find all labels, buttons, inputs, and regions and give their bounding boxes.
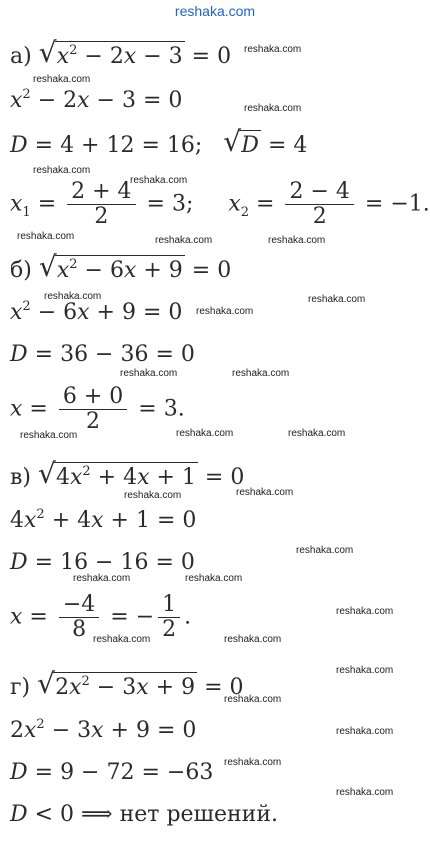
site-header[interactable]: reshaka.com	[174, 3, 256, 19]
watermark-text: reshaka.com	[44, 291, 102, 302]
watermark-text: reshaka.com	[33, 165, 91, 176]
part-v-equation: в) √ $4x^2 + 4x + 1 = 0$	[10, 465, 244, 494]
watermark-text: reshaka.com	[296, 545, 354, 556]
part-v-discriminant: D = 16 − 16 = 0	[10, 550, 195, 575]
sqrt-sign: √ $x^2 - 6x + 9$	[38, 250, 183, 283]
watermark-text: reshaka.com	[176, 428, 234, 439]
watermark-text: reshaka.com	[336, 787, 394, 798]
watermark-text: reshaka.com	[224, 694, 282, 705]
part-a-roots: $x_1$ = $\frac{2 + 4}{2}$ = 3; $x_2$ = $\frac{2 - 4}{2}$ = −1.	[10, 179, 430, 229]
sqrt-sign: √ $4x^2 + 4x + 1$	[37, 457, 196, 490]
sqrt-sign: √ $x^2 - 2x - 3$	[38, 36, 183, 69]
part-a-discriminant: D = 4 + 12 = 16; √ D = 4	[10, 125, 308, 158]
part-v-root: x = $\frac{-4}{8}$ = − $\frac{1}{2}$ .	[10, 592, 192, 642]
fraction: $\frac{2 - 4}{2}$	[285, 180, 353, 229]
watermark-text: reshaka.com	[224, 634, 282, 645]
part-a-equation: а) √ $x^2 - 2x - 3 = 0$	[10, 44, 231, 73]
part-a-label: а)	[10, 44, 32, 69]
watermark-text: reshaka.com	[308, 294, 366, 305]
watermark-text: reshaka.com	[120, 368, 178, 379]
part-b-discriminant: D = 36 − 36 = 0	[10, 342, 195, 367]
watermark-text: reshaka.com	[268, 235, 326, 246]
fraction: $\frac{2 + 4}{2}$	[67, 180, 135, 229]
part-b-root: x = $\frac{6 + 0}{2}$ = 3.	[10, 384, 185, 434]
part-g-quadratic: $2x^2 - 3x + 9 = 0$	[10, 717, 197, 743]
watermark-text: reshaka.com	[93, 634, 151, 645]
sqrt-sign: √ D	[223, 125, 259, 158]
fraction: $\frac{1}{2}$	[158, 593, 180, 642]
fraction: $\frac{-4}{8}$	[59, 593, 99, 642]
watermark-text: reshaka.com	[124, 490, 182, 501]
sqrt-sign: √ $2x^2 - 3x + 9$	[37, 667, 196, 700]
part-v-quadratic: $4x^2 + 4x + 1 = 0$	[10, 507, 197, 533]
watermark-text: reshaka.com	[232, 368, 290, 379]
watermark-text: reshaka.com	[130, 175, 188, 186]
watermark-text: reshaka.com	[244, 44, 302, 55]
part-b-quadratic: $x^2 - 6x + 9 = 0$	[10, 299, 183, 325]
watermark-text: reshaka.com	[336, 665, 394, 676]
watermark-text: reshaka.com	[185, 573, 243, 584]
watermark-text: reshaka.com	[336, 726, 394, 737]
part-g-label: г)	[10, 675, 31, 700]
watermark-text: reshaka.com	[17, 231, 75, 242]
part-b-label: б)	[10, 258, 32, 283]
part-g-discriminant: D = 9 − 72 = −63	[10, 760, 214, 785]
part-g-conclusion: D < 0 ⟹ нет решений.	[10, 802, 278, 827]
watermark-text: reshaka.com	[288, 428, 346, 439]
watermark-text: reshaka.com	[236, 487, 294, 498]
part-v-label: в)	[10, 465, 31, 490]
fraction: $\frac{6 + 0}{2}$	[59, 385, 127, 434]
watermark-text: reshaka.com	[155, 235, 213, 246]
watermark-text: reshaka.com	[20, 430, 78, 441]
part-a-quadratic: $x^2 - 2x - 3 = 0$	[10, 87, 183, 113]
part-b-equation: б) √ $x^2 - 6x + 9 = 0$	[10, 258, 231, 287]
watermark-text: reshaka.com	[33, 74, 91, 85]
watermark-text: reshaka.com	[73, 573, 131, 584]
watermark-text: reshaka.com	[224, 757, 282, 768]
watermark-text: reshaka.com	[336, 606, 394, 617]
watermark-text: reshaka.com	[196, 306, 254, 317]
part-g-equation: г) √ $2x^2 - 3x + 9 = 0$	[10, 675, 244, 704]
watermark-text: reshaka.com	[244, 103, 302, 114]
